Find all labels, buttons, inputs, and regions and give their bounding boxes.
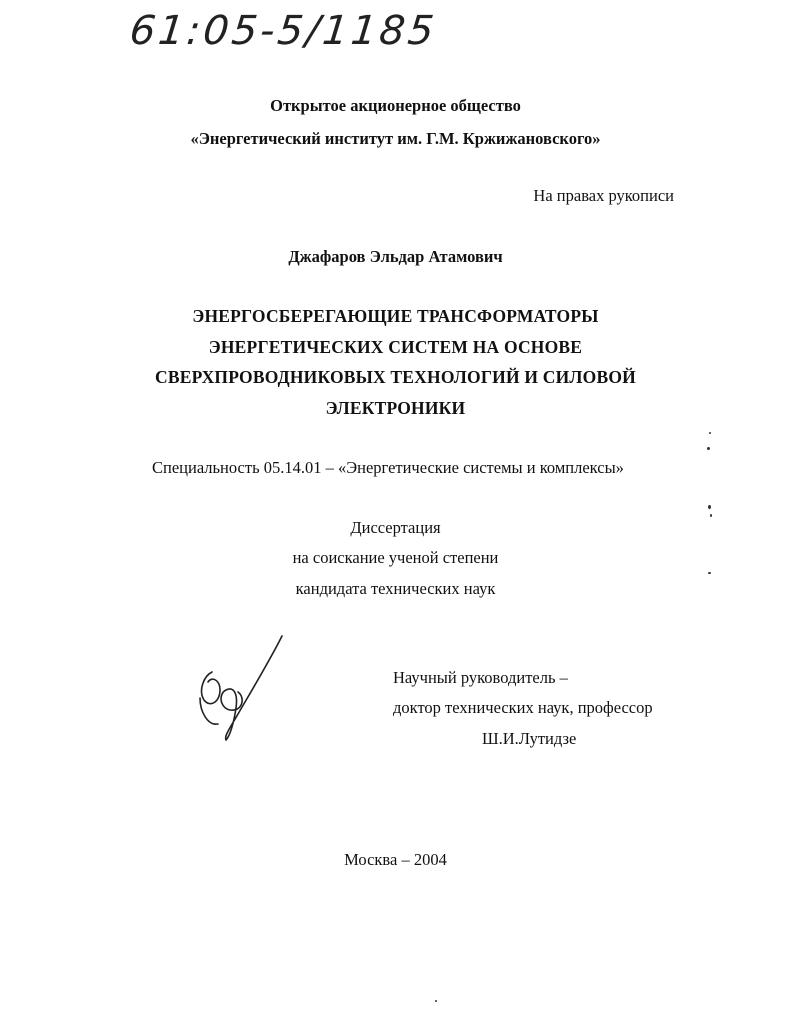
scan-speck — [708, 505, 711, 509]
supervisor-credentials: доктор технических наук, профессор — [393, 698, 653, 717]
scan-speck — [709, 432, 711, 434]
place-year: Москва – 2004 — [344, 850, 447, 869]
supervisor-label: Научный руководитель – — [393, 668, 568, 687]
degree-line-2: на соискание ученой степени — [292, 548, 499, 567]
scan-speck — [708, 572, 711, 574]
specialty: Специальность 05.14.01 – «Энергетические системы и комплексы» — [152, 458, 624, 477]
title-line-4: ЭЛЕКТРОНИКИ — [325, 398, 466, 418]
title-line-2: ЭНЕРГЕТИЧЕСКИХ СИСТЕМ НА ОСНОВЕ — [208, 337, 583, 357]
scan-speck — [435, 1000, 437, 1002]
organization-line-1: Открытое акционерное общество — [270, 96, 521, 115]
supervisor-name: Ш.И.Лутидзе — [482, 729, 577, 748]
scan-speck — [707, 447, 710, 450]
title-line-3: СВЕРХПРОВОДНИКОВЫХ ТЕХНОЛОГИЙ И СИЛОВОЙ — [155, 367, 636, 387]
degree-line-3: кандидата технических наук — [295, 579, 496, 598]
author-name: Джафаров Эльдар Атамович — [288, 247, 503, 266]
organization-line-2: «Энергетический институт им. Г.М. Кржижановского» — [190, 129, 601, 148]
degree-line-1: Диссертация — [350, 518, 441, 537]
manuscript-note: На правах рукописи — [533, 186, 674, 205]
archive-code-handwritten: 61:05-5/1185 — [127, 8, 439, 54]
title-line-1: ЭНЕРГОСБЕРЕГАЮЩИЕ ТРАНСФОРМАТОРЫ — [192, 306, 599, 326]
signature-mark — [190, 632, 300, 742]
scan-speck — [710, 514, 712, 517]
